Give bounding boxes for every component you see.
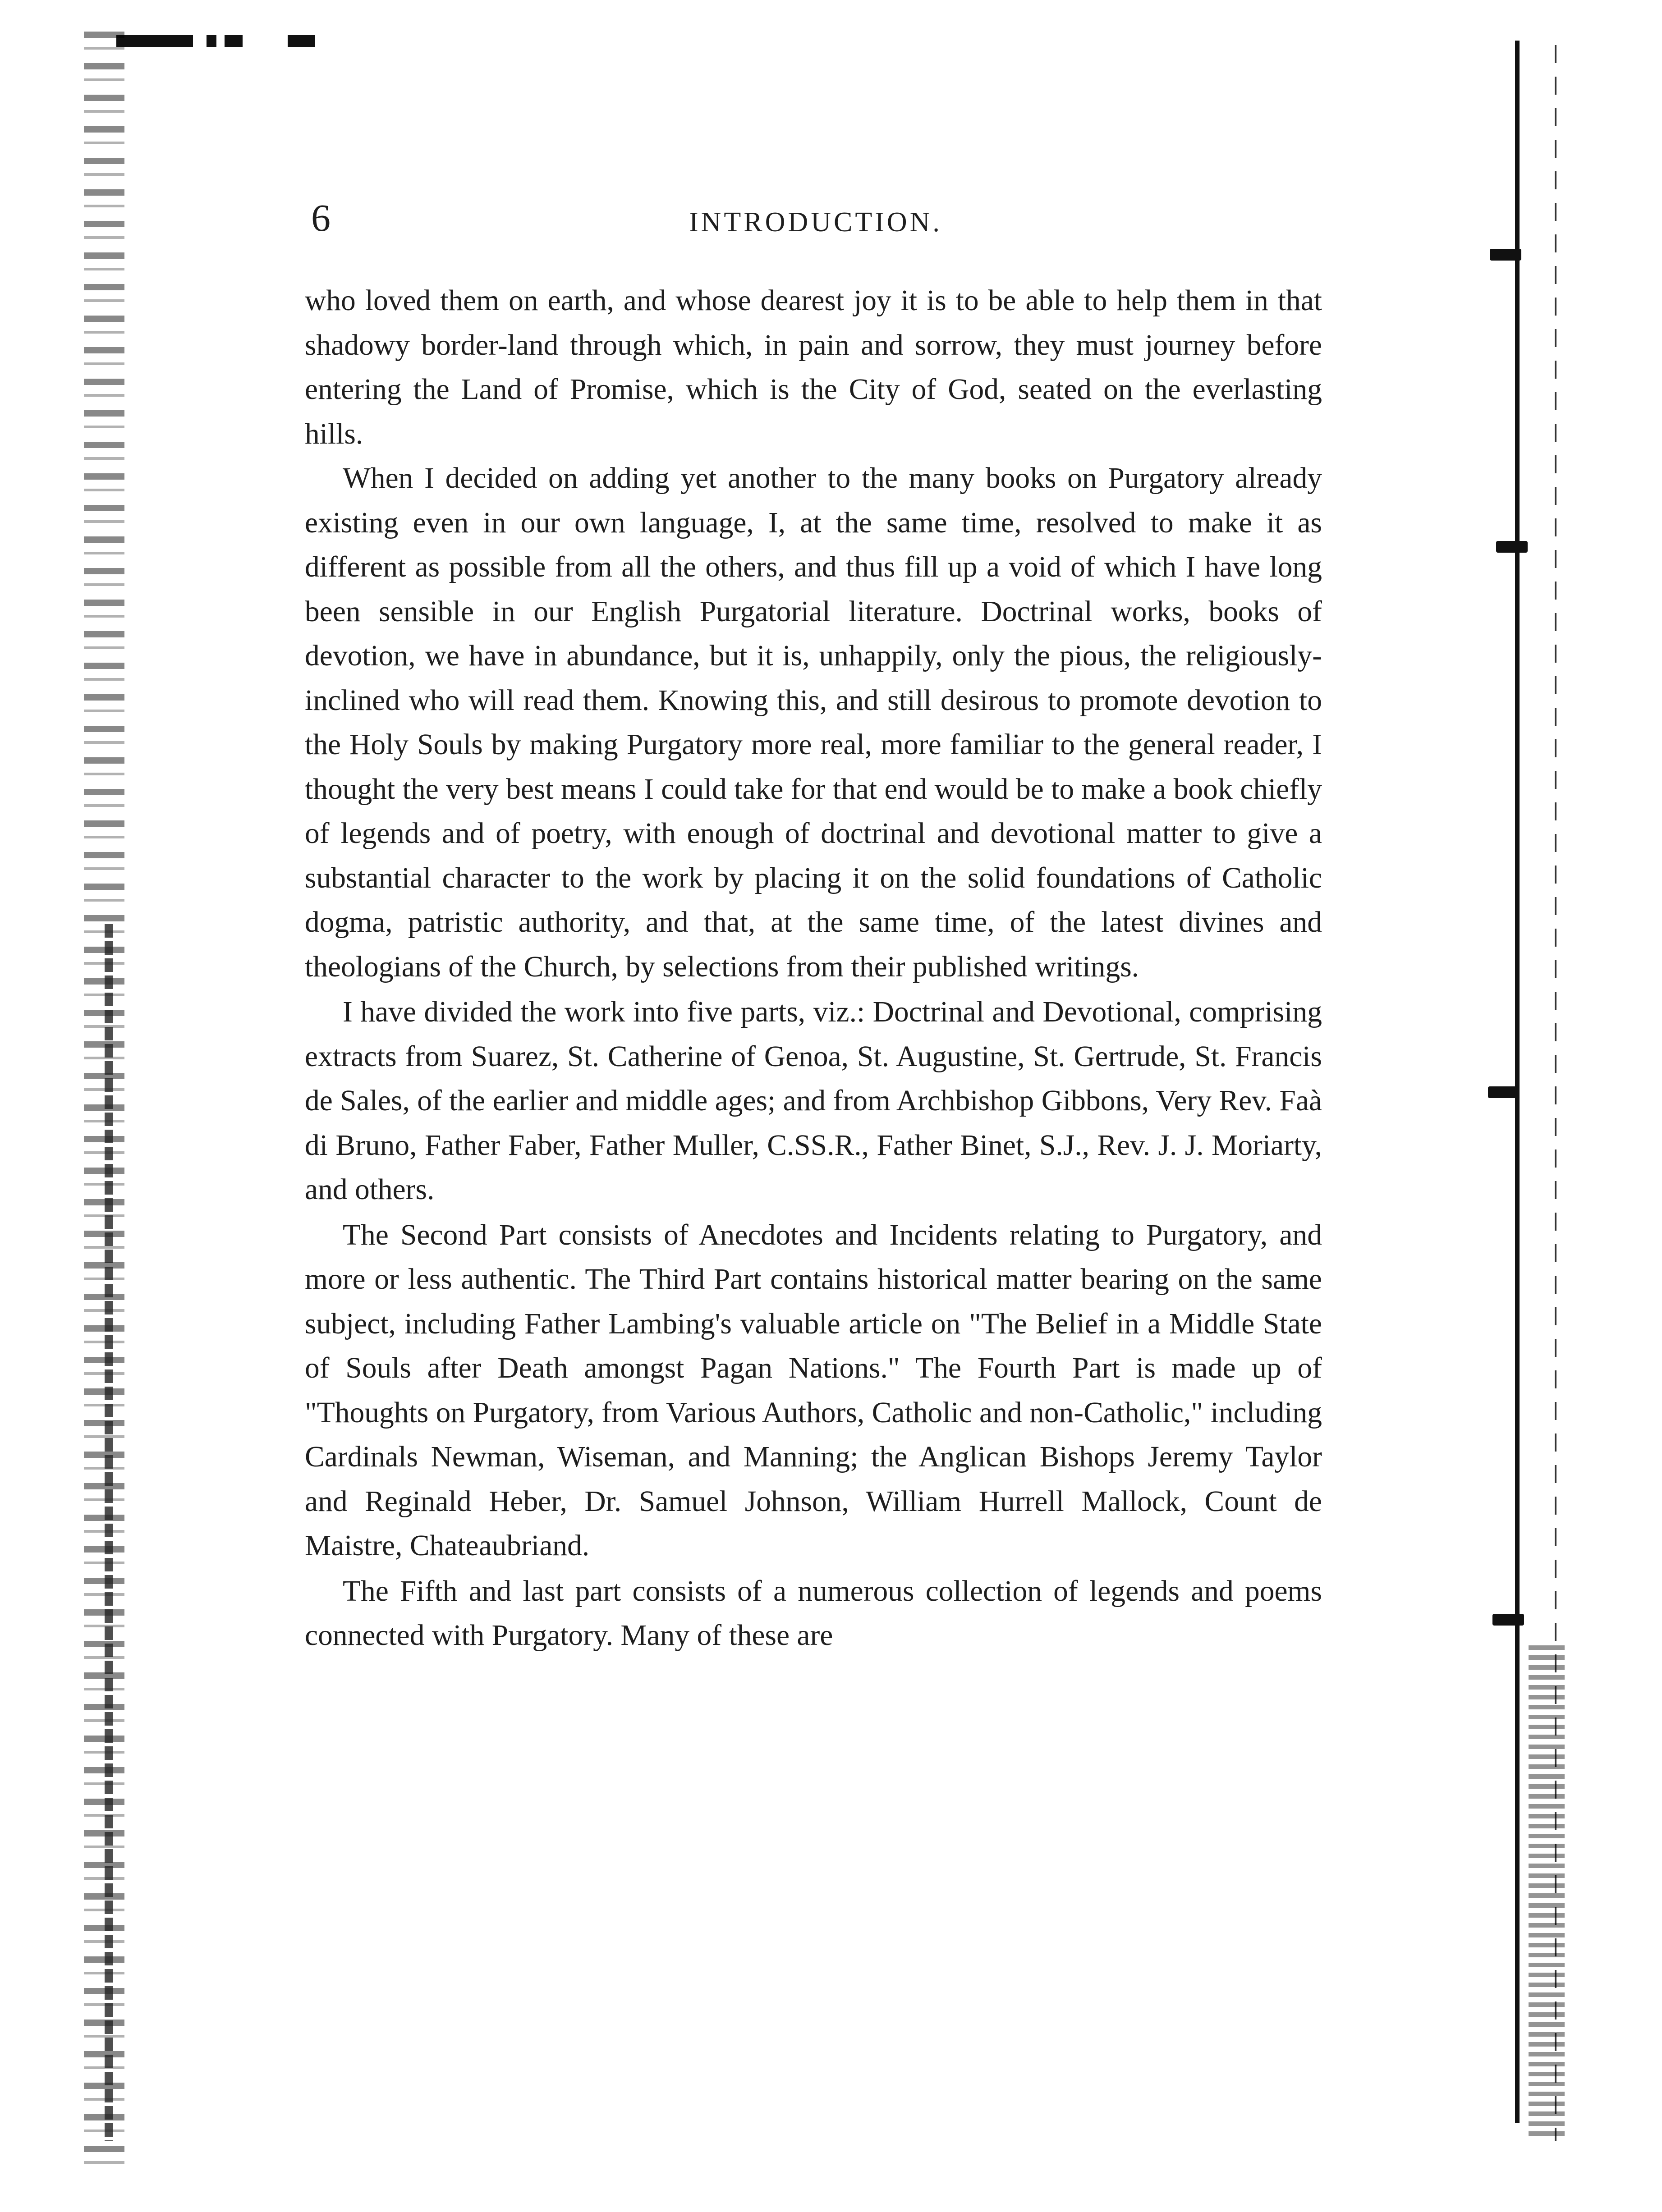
paragraph: The Fifth and last part consists of a numerous collection of legends and poems connected with Purgatory. Many of these are [305,1575,1322,1652]
page-number: 6 [311,196,331,239]
scan-artifact-top [116,35,324,47]
scan-artifact-tack [1492,1614,1524,1626]
paragraph: When I decided on adding yet another to the many books on Purgatory already existing even in our own language, I, at the same time, resolved to make it as different as possible from all the others, and thus fill up a void of which I have long been sensible in our English Purgatorial literature. Doctrinal works, books of devotion, we have in abundance, but it is, unhappily, only the pious, the religiously-inclined who will read them. Knowing this, and still desirous to promote devotion to the Holy Souls by making Purgatory more real, more familiar to the general reader, I thought the very best means I could take for that end would be to make a book chiefly of legends and of poetry, with enough of doctrinal and devotional matter to give a substantial character to the work by placing it on the solid foundations of Catholic dogma, patristic authority, and that, at the same time, of the latest divines and theologians of the Church, by selections from their published writings. [305,462,1322,983]
scan-artifact-tack [1496,541,1528,553]
running-head: INTRODUCTION. [689,207,942,238]
paragraph: I have divided the work into five parts, viz.: Doctrinal and Devotional, comprising extracts from Suarez, St. Catherine of Genoa, St. Augustine, St. Gertrude, St. Francis de Sales, of the earlier and middle ages; and from Archbishop Gibbons, Very Rev. Faà di Bruno, Father Faber, Father Muller, C.SS.R., Father Binet, S.J., Rev. J. J. Moriarty, and others. [305,996,1322,1206]
body-text [305,279,1322,1658]
paragraph: The Second Part consists of Anecdotes and Incidents relating to Purgatory, and more or less authentic. The Third Part contains historical matter bearing on the same subject, including Father Lambing's valuable article on "The Belief in a Middle State of Souls after Death amongst Pagan Nations." The Fourth Part is made up of "Thoughts on Purgatory, from Various Authors, Catholic and non-Catholic," including Cardinals Newman, Wiseman, and Manning; the Anglican Bishops Jeremy Taylor and Reginald Heber, Dr. Samuel Johnson, William Hurrell Mallock, Count de Maistre, Chateaubriand. [305,1218,1322,1562]
paragraph: who loved them on earth, and whose dearest joy it is to be able to help them in that shadowy border-land through which, in pain and sorrow, they must journey before entering the Land of Promise, which is the City of God, seated on the everlasting hills. [305,284,1322,450]
scan-artifact-tack [1490,249,1521,261]
scan-artifact-right-noise [1529,1645,1565,2141]
scan-artifact-tack [1488,1086,1520,1098]
scan-artifact-left-line [105,924,113,2141]
scan-artifact-left-edge [84,32,124,2177]
scan-artifact-right-line [1515,41,1520,2123]
